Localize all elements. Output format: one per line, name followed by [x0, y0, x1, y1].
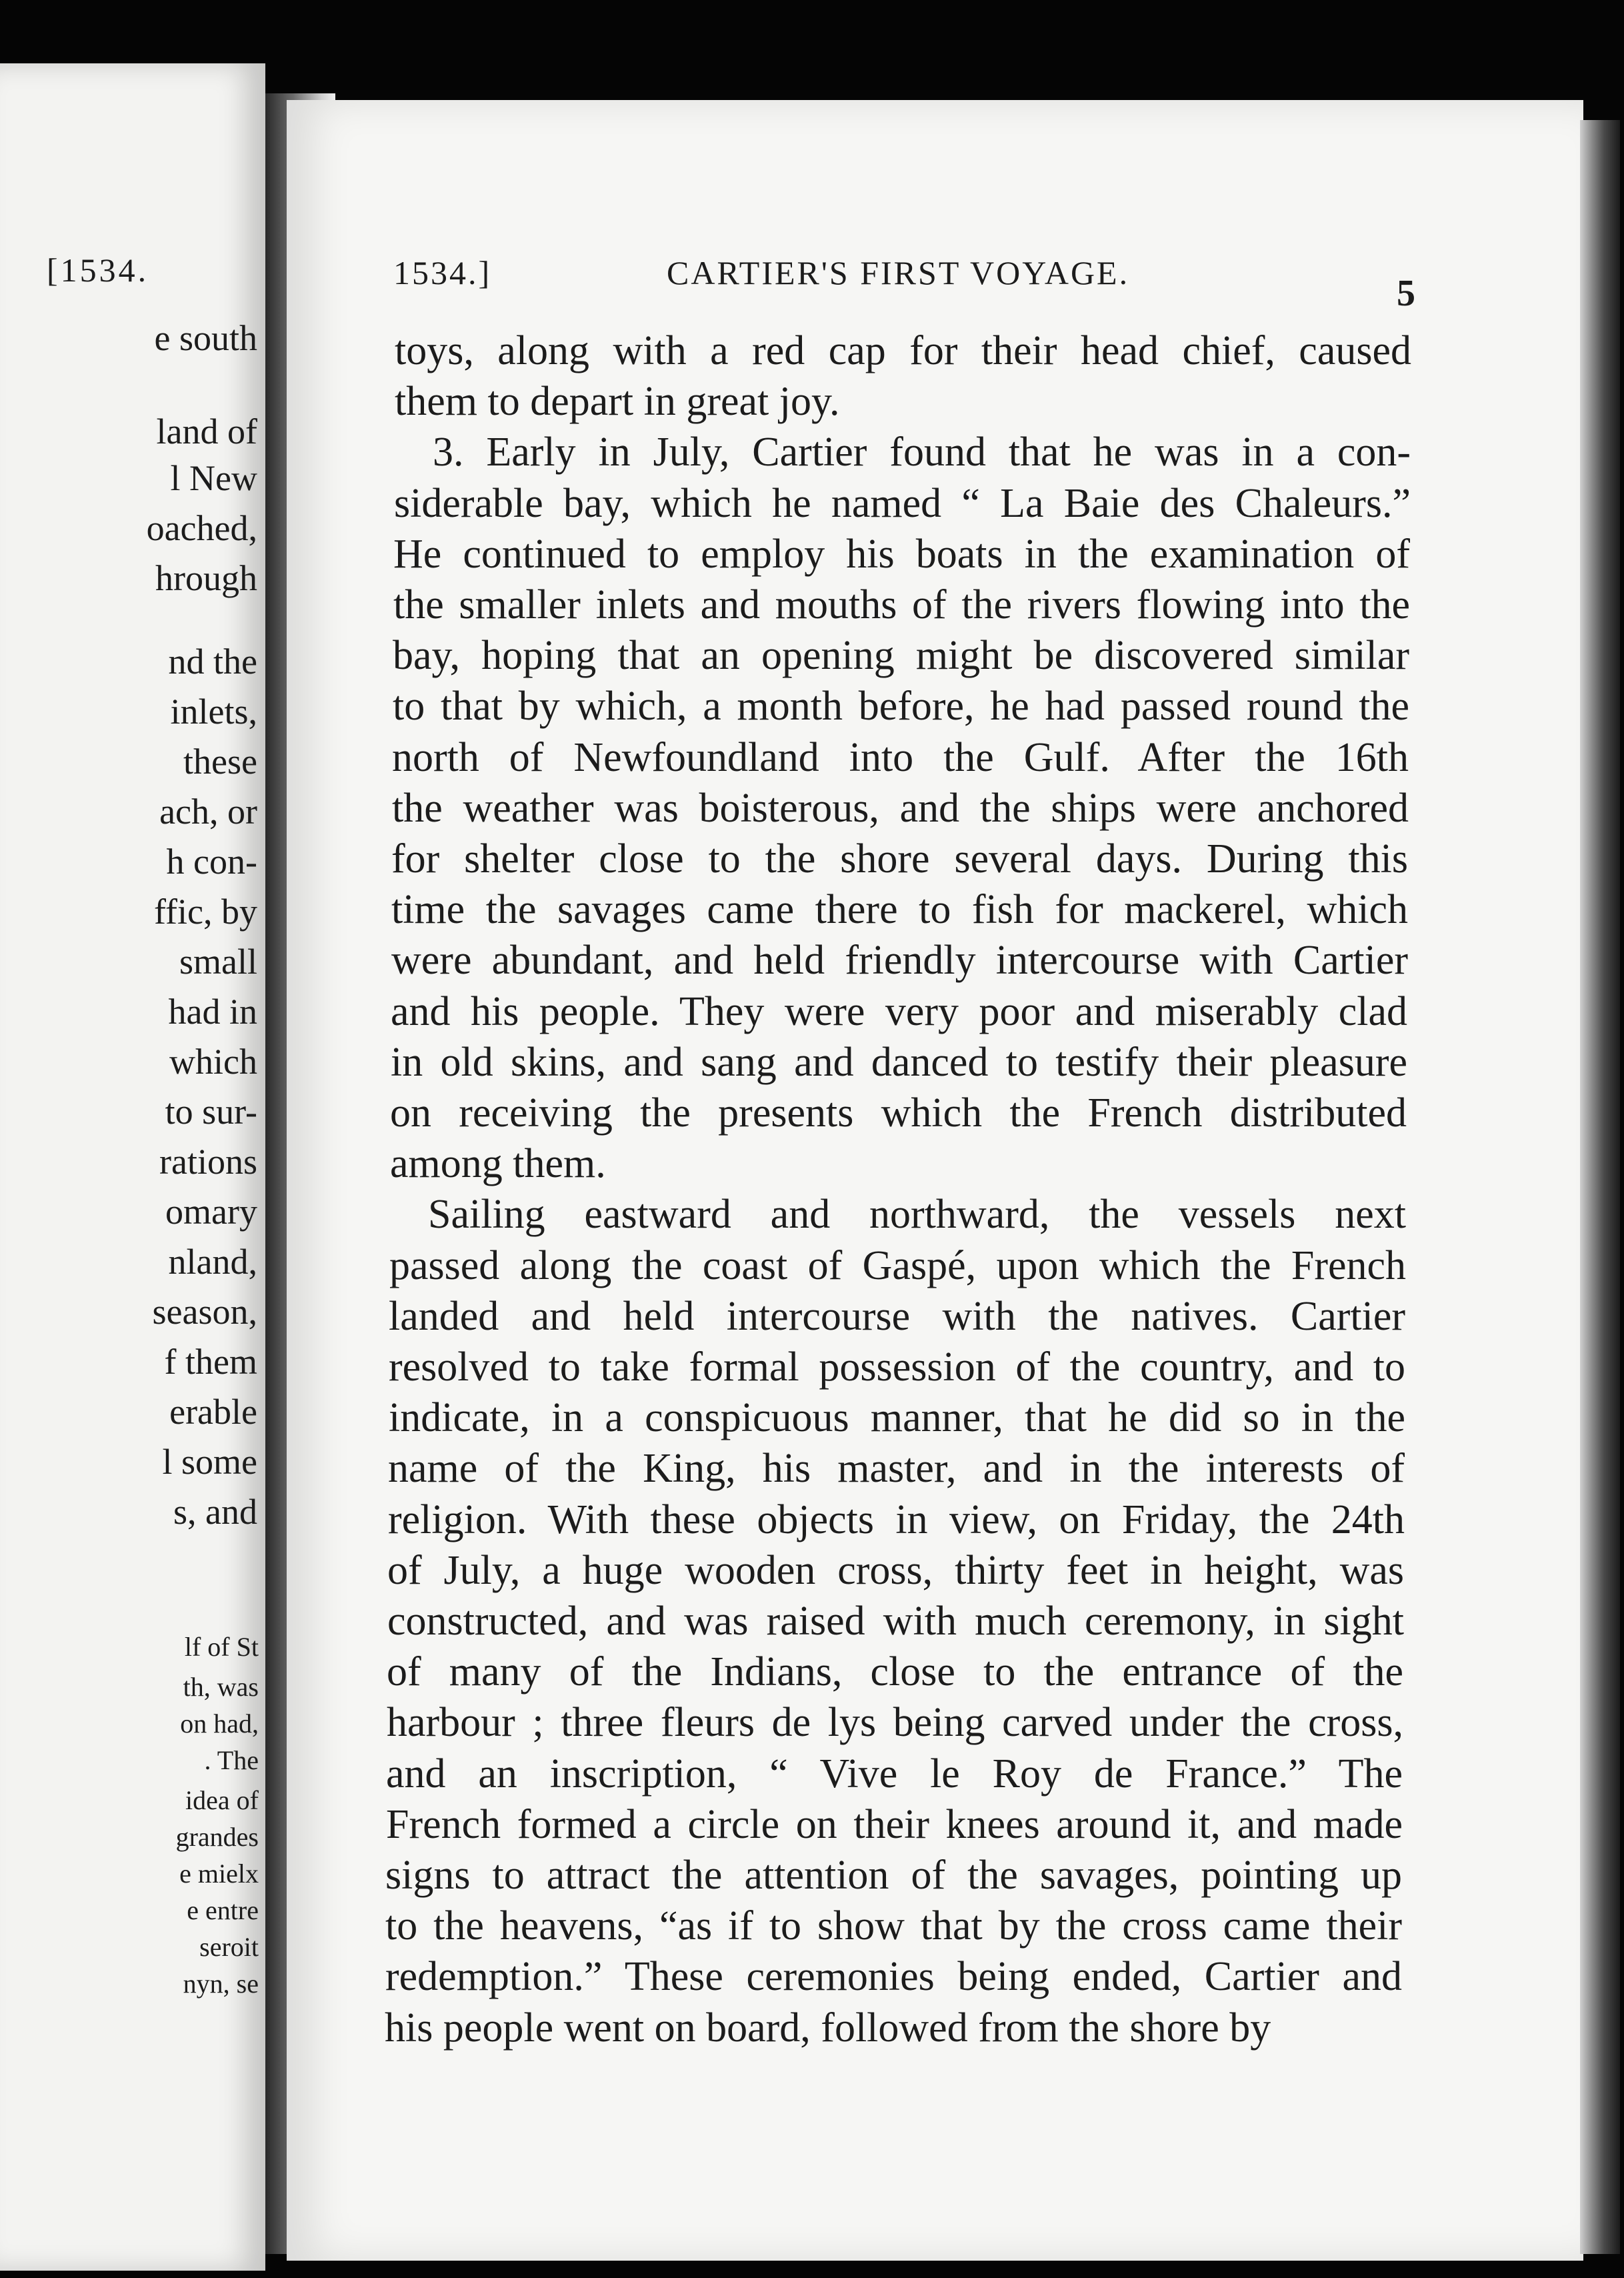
body-line: landed and held intercourse with the natives. Cartier [389, 1293, 1405, 1339]
left-line: inlets, [170, 692, 257, 732]
body-line: the smaller inlets and mouths of the rivers flowing into the [393, 582, 1410, 628]
body-line: 3. Early in July, Cartier found that he was in a con- [433, 429, 1411, 475]
body-line: indicate, in a conspicuous manner, that he did so in the [389, 1395, 1405, 1441]
body-line: resolved to take formal possession of the country, and to [389, 1344, 1405, 1390]
left-line: which [169, 1042, 257, 1082]
body-line: religion. With these objects in view, on Friday, the 24th [388, 1496, 1405, 1542]
body-line: Sailing eastward and northward, the vessels next [428, 1192, 1406, 1238]
body-line: and his people. They were very poor and miserably clad [391, 988, 1407, 1034]
body-line: were abundant, and held friendly intercourse with Cartier [391, 938, 1408, 984]
left-line: hrough [155, 558, 257, 598]
body-line: on receiving the presents which the French distributed [390, 1090, 1407, 1136]
running-header [393, 253, 1420, 314]
left-line: oached, [146, 508, 257, 548]
body-line: name of the King, his master, and in the interests of [388, 1446, 1405, 1492]
body-line: the weather was boisterous, and the ships were anchored [392, 785, 1409, 831]
left-line: season, [152, 1292, 257, 1332]
body-line: and an inscription, “ Vive le Roy de France.” The [386, 1751, 1403, 1797]
left-line: rations [159, 1142, 257, 1182]
page-number: 5 [1397, 273, 1417, 314]
header-title: CARTIER'S FIRST VOYAGE. [667, 254, 1130, 291]
left-line: nland, [168, 1242, 257, 1282]
left-note-line: . The [204, 1745, 259, 1775]
body-line: He continued to employ his boats in the examination of [393, 531, 1410, 577]
left-line: l some [162, 1442, 257, 1482]
left-line: ach, or [159, 792, 257, 832]
left-note-line: e entre [187, 1895, 259, 1925]
left-line: erable [169, 1392, 257, 1432]
header-date: 1534.] [393, 254, 492, 291]
left-note-line: lf of St [184, 1632, 259, 1662]
body-line: north of Newfoundland into the Gulf. After the 16th [392, 734, 1409, 780]
left-line: nd the [168, 642, 257, 682]
left-line: f them [164, 1342, 257, 1382]
body-line: to the heavens, “as if to show that by the cross came their [385, 1903, 1402, 1949]
body-line: to that by which, a month before, he had passed round the [393, 684, 1409, 730]
body-line: passed along the coast of Gaspé, upon which the French [389, 1242, 1406, 1288]
page-edge [1580, 120, 1620, 2254]
body-line: constructed, and was raised with much ceremony, in sight [387, 1598, 1404, 1644]
body-line: them to depart in great joy. [395, 379, 840, 425]
left-line: ffic, by [154, 892, 257, 932]
body-line: of July, a huge wooden cross, thirty feet in height, was [387, 1547, 1404, 1593]
left-note-line: th, was [183, 1672, 259, 1702]
body-line: his people went on board, followed from the shore by [385, 2005, 1271, 2051]
left-running-head: [1534. [47, 251, 149, 289]
body-line: among them. [390, 1141, 606, 1187]
left-line: h con- [166, 842, 257, 882]
body-line: bay, hoping that an opening might be discovered similar [393, 633, 1409, 679]
body-line: for shelter close to the shore several days. During this [391, 836, 1408, 882]
left-note-line: e mielx [179, 1859, 259, 1889]
body-line: harbour ; three fleurs de lys being carved under the cross, [387, 1700, 1403, 1746]
left-note-line: nyn, se [183, 1969, 259, 1999]
left-line: small [179, 942, 257, 982]
body-line: redemption.” These ceremonies being ended, Cartier and [385, 1954, 1402, 2000]
left-line: these [183, 742, 257, 782]
body-line: time the savages came there to fish for mackerel, which [391, 887, 1408, 933]
left-line: to sur- [165, 1092, 257, 1132]
left-note-line: grandes [175, 1822, 259, 1852]
left-note-line: on had, [180, 1708, 259, 1739]
body-line: in old skins, and sang and danced to testify their pleasure [391, 1039, 1407, 1085]
left-line: land of [156, 411, 257, 451]
left-line: omary [165, 1192, 257, 1232]
left-line: e south [154, 318, 257, 358]
left-note-line: seroit [199, 1932, 259, 1962]
body-line: toys, along with a red cap for their head chief, caused [395, 328, 1411, 373]
left-line: had in [168, 992, 257, 1032]
body-line: signs to attract the attention of the savages, pointing up [385, 1853, 1402, 1898]
left-line: l New [170, 458, 257, 498]
body-line: French formed a circle on their knees around it, and made [386, 1801, 1403, 1847]
body-line: of many of the Indians, close to the entrance of the [387, 1649, 1403, 1695]
left-line: s, and [173, 1492, 257, 1532]
left-note-line: idea of [185, 1785, 259, 1815]
body-line: siderable bay, which he named “ La Baie des Chaleurs.” [394, 480, 1411, 526]
left-page [0, 63, 265, 2271]
